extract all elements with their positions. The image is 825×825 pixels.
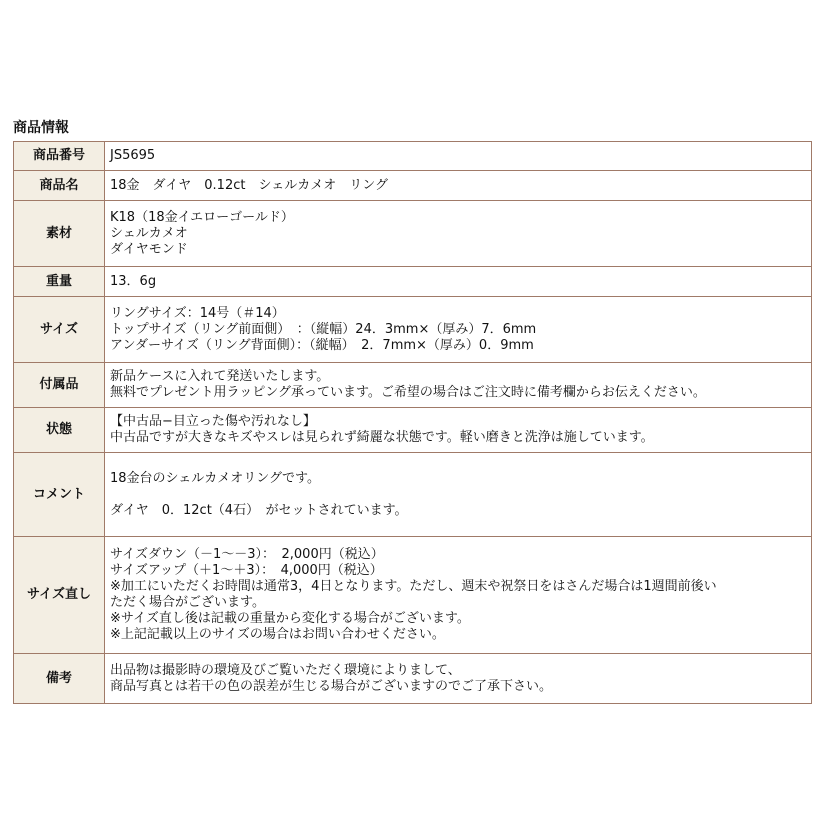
row-product-name <box>14 171 812 201</box>
row-size-adjust <box>14 537 812 654</box>
size-line: リングサイズ：14号（＃14） <box>110 305 285 321</box>
material-line: ダイヤモンド <box>110 241 188 257</box>
weight-label: 重量 <box>14 267 105 297</box>
size-adjust-label: サイズ直し <box>14 537 105 654</box>
accessories-label: 付属品 <box>14 363 105 408</box>
size-value <box>105 297 812 363</box>
condition-label: 状態 <box>14 408 105 453</box>
section-title: 商品情報 <box>13 120 69 136</box>
material-line: シェルカメオ <box>110 225 188 241</box>
material-line: K18（18金イエローゴールド） <box>110 209 294 225</box>
condition-value <box>105 408 812 453</box>
product-number-value: JS5695 <box>105 142 812 171</box>
size-adjust-line: ※上記記載以上のサイズの場合はお問い合わせください。 <box>110 627 445 642</box>
row-product-number <box>14 142 812 171</box>
condition-line: 【中古品−目立った傷や汚れなし】 <box>110 414 316 429</box>
size-adjust-line: サイズダウン（－1～－3）： 2,000円（税込） <box>110 547 384 562</box>
size-adjust-line: ※サイズ直し後は記載の重量から変化する場合がございます。 <box>110 611 470 626</box>
size-adjust-line: ※加工にいただくお時間は通常3，4日となります。ただし、週末や祝祭日をはさんだ場合は1週間前後い <box>110 579 717 594</box>
product-info-table <box>13 141 812 704</box>
row-size <box>14 297 812 363</box>
size-line: トップサイズ（リング前面側） ：（縦幅）24．3mm×（厚み）7．6mm <box>110 321 537 337</box>
weight-value: 13．6g <box>105 267 812 297</box>
comment-line: 18金台のシェルカメオリングです。 <box>110 470 320 486</box>
row-remarks <box>14 654 812 704</box>
accessories-line: 新品ケースに入れて発送いたします。 <box>110 369 330 384</box>
comment-value <box>105 453 812 537</box>
accessories-value <box>105 363 812 408</box>
row-comment <box>14 453 812 537</box>
remarks-line: 商品写真とは若干の色の誤差が生じる場合がございますのでご了承下さい。 <box>110 678 553 694</box>
row-accessories <box>14 363 812 408</box>
product-name-value: 18金 ダイヤ 0.12ct シェルカメオ リング <box>105 171 812 201</box>
remarks-line: 出品物は撮影時の環境及びご覧いただく環境によりまして、 <box>110 662 461 678</box>
comment-spacer <box>110 487 806 503</box>
remarks-label: 備考 <box>14 654 105 704</box>
size-adjust-line: ただく場合がございます。 <box>110 595 265 610</box>
product-name-label: 商品名 <box>14 171 105 201</box>
condition-line: 中古品ですが大きなキズやスレは見られず綺麗な状態です。軽い磨きと洗浄は施しています。 <box>110 430 654 445</box>
size-line: アンダーサイズ（リング背面側）：（縦幅） 2．7mm×（厚み）0．9mm <box>110 337 534 353</box>
size-adjust-line: サイズアップ（＋1～＋3）： 4,000円（税込） <box>110 563 383 578</box>
size-adjust-value <box>105 537 812 654</box>
remarks-value <box>105 654 812 704</box>
row-weight <box>14 267 812 297</box>
row-material <box>14 201 812 267</box>
material-value <box>105 201 812 267</box>
material-label: 素材 <box>14 201 105 267</box>
row-condition <box>14 408 812 453</box>
comment-label: コメント <box>14 453 105 537</box>
product-number-label: 商品番号 <box>14 142 105 171</box>
size-label: サイズ <box>14 297 105 363</box>
comment-line: ダイヤ 0．12ct（4石） がセットされています。 <box>110 502 408 518</box>
accessories-line: 無料でプレゼント用ラッピング承っています。ご希望の場合はご注文時に備考欄からお伝えください。 <box>110 385 706 400</box>
